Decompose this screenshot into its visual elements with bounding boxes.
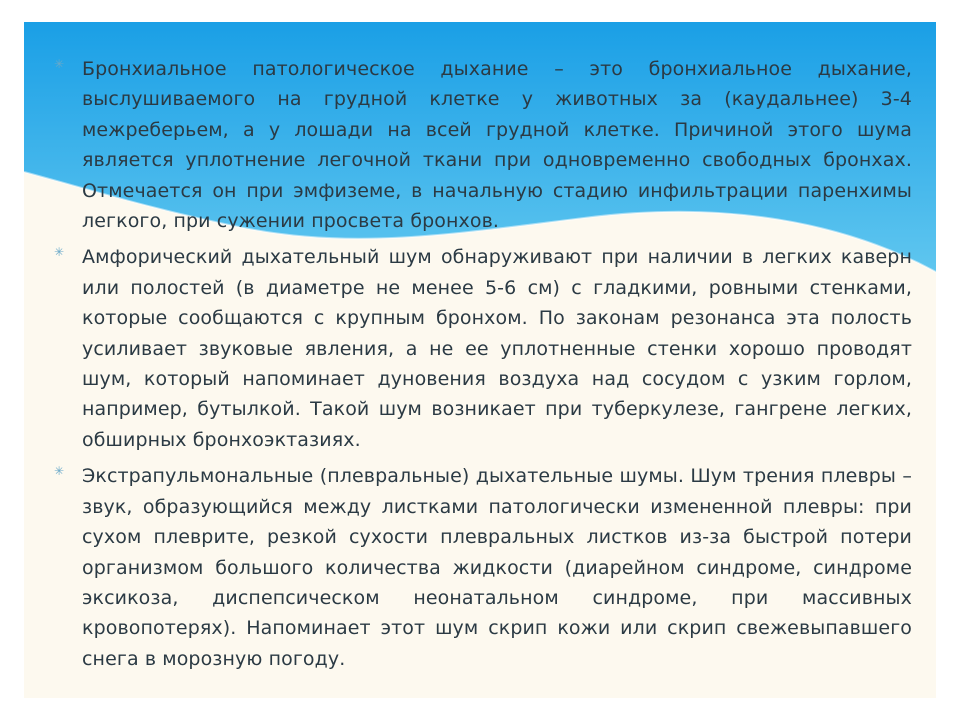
asterisk-bullet-icon: ✳	[54, 57, 65, 71]
bullet-item	[54, 54, 912, 236]
slide	[24, 22, 936, 698]
content	[54, 54, 912, 680]
bullet-text: Амфорический дыхательный шум обнаруживают при наличии в легких каверн или полостей (в диаметре не менее 5-6 см) с гладкими, ровными стенками, которые сообщаются с крупным бронхом. По законам резонанса эта полость усиливает звуковые явления, а не ее уплотненные стенки хорошо проводят шум, который напоминает дуновения воздуха над сосудом с узким горлом, например, бутылкой. Такой шум возникает при туберкулезе, гангрене легких, обширных бронхоэктазиях.	[82, 246, 912, 451]
asterisk-bullet-icon: ✳	[54, 245, 65, 260]
bullet-text: Экстрапульмональные (плевральные) дыхательные шумы. Шум трения плевры – звук, образующийся между листками патологически измененной плевры: при сухом плеврите, резкой сухости плевральных листков из-за быстрой потери организмом большого количества жидкости (диарейном синдроме, синдроме эксикоза, диспепсическом неонатальном синдроме, при массивных кровопотерях). Напоминает этот шум скрип кожи или скрип свежевыпавшего снега в морозную погоду.	[82, 465, 912, 670]
bullet-item	[54, 461, 912, 674]
bullet-text: Бронхиальное патологическое дыхание – это бронхиальное дыхание, выслушиваемого на грудной клетке у животных за (каудальнее) 3-4 межреберьем, а у лошади на всей грудной клетке. Причиной этого шума является уплотнение легочной ткани при одновременно свободных бронхах. Отмечается он при эмфиземе, в начальную стадию инфильтрации паренхимы легкого, при сужении просвета бронхов.	[82, 58, 912, 233]
bullet-item	[54, 242, 912, 455]
asterisk-bullet-icon: ✳	[54, 464, 65, 479]
